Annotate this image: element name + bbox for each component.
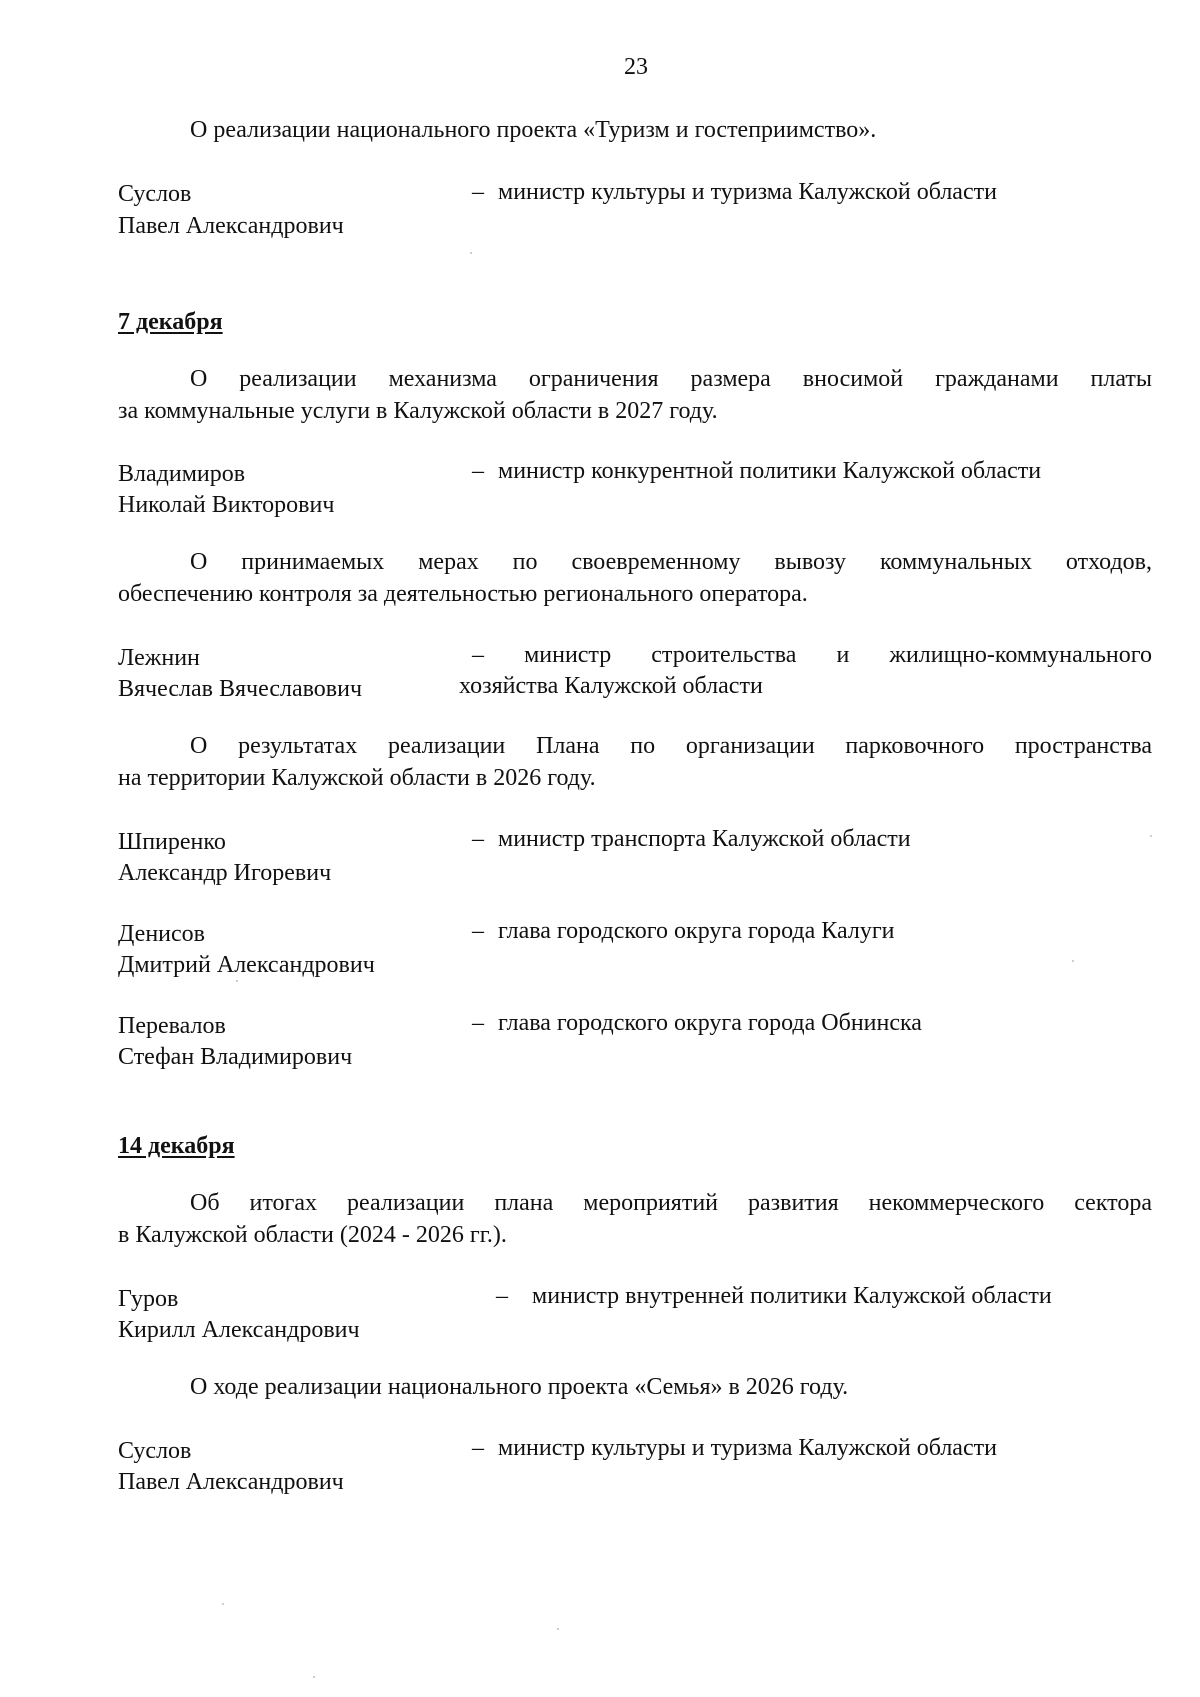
speaker-position [472,1008,922,1038]
speaker-name: Александр Игоревич [118,860,332,886]
page-number: 23 [624,54,648,80]
agenda-topic-line: в Калужской области (2024 - 2026 гг.). [118,1222,507,1248]
scan-speck [1072,960,1074,962]
speaker-name: Павел Александрович [118,213,344,239]
dash: – [472,918,484,944]
position-text: министр культуры и туризма Калужской области [498,179,997,205]
position-text: министр культуры и туризма Калужской области [498,1435,997,1461]
speaker-position [472,1433,997,1463]
speaker-position [472,177,997,207]
dash: – [472,458,484,484]
agenda-topic-line: за коммунальные услуги в Калужской области в 2027 году. [118,398,718,424]
speaker-name: Павел Александрович [118,1469,344,1495]
speaker-surname: Шпиренко [118,829,226,855]
position-text: министр транспорта Калужской области [498,826,911,852]
position-text: министр конкурентной политики Калужской области [498,458,1042,484]
position-text: министр строительства и жилищно-коммунального [524,642,1152,668]
speaker-name: Дмитрий Александрович [118,952,375,978]
agenda-topic: О реализации национального проекта «Туризм и гостеприимство». [190,117,877,143]
speaker-surname: Владимиров [118,461,246,487]
speaker-surname: Суслов [118,181,192,207]
speaker-surname: Гуров [118,1286,179,1312]
speaker-surname: Лежнин [118,645,200,671]
agenda-topic-line: Об итогах реализации плана мероприятий развития некоммерческого сектора [190,1190,1152,1216]
speaker-position [496,1281,1052,1311]
speaker-name: Кирилл Александрович [118,1317,360,1343]
dash: – [472,1435,484,1461]
speaker-name: Вячеслав Вячеславович [118,676,363,702]
speaker-position [472,916,895,946]
speaker-surname: Суслов [118,1438,192,1464]
dash: – [472,179,484,205]
section-date: 14 декабря [118,1133,235,1159]
agenda-topic-line: на территории Калужской области в 2026 году. [118,765,596,791]
speaker-name: Николай Викторович [118,492,335,518]
agenda-topic: О ходе реализации национального проекта «Семья» в 2026 году. [190,1374,849,1400]
section-date: 7 декабря [118,309,223,335]
dash: – [472,642,484,668]
speaker-surname: Денисов [118,921,205,947]
scan-speck [1150,835,1152,837]
scan-speck [313,1676,315,1678]
agenda-topic-line: О реализации механизма ограничения размера вносимой гражданами платы [190,366,1152,392]
dash: – [472,1010,484,1036]
agenda-topic-line: О принимаемых мерах по своевременному вывозу коммунальных отходов, [190,549,1152,575]
speaker-position [472,456,1041,486]
position-text: министр внутренней политики Калужской области [532,1283,1052,1309]
scan-speck [557,1628,559,1630]
scan-speck [470,252,472,254]
speaker-name: Стефан Владимирович [118,1044,353,1070]
speaker-position [472,824,911,854]
speaker-position-line [472,640,1152,671]
dash: – [496,1283,508,1309]
speaker-position-line: хозяйства Калужской области [459,673,763,699]
scan-speck [236,980,238,982]
speaker-surname: Перевалов [118,1013,226,1039]
agenda-topic-line: О результатах реализации Плана по организации парковочного пространства [190,733,1152,759]
position-text: глава городского округа города Калуги [498,918,895,944]
scan-speck [222,1603,224,1605]
position-text: глава городского округа города Обнинска [498,1010,922,1036]
dash: – [472,826,484,852]
agenda-topic-line: обеспечению контроля за деятельностью регионального оператора. [118,581,808,607]
